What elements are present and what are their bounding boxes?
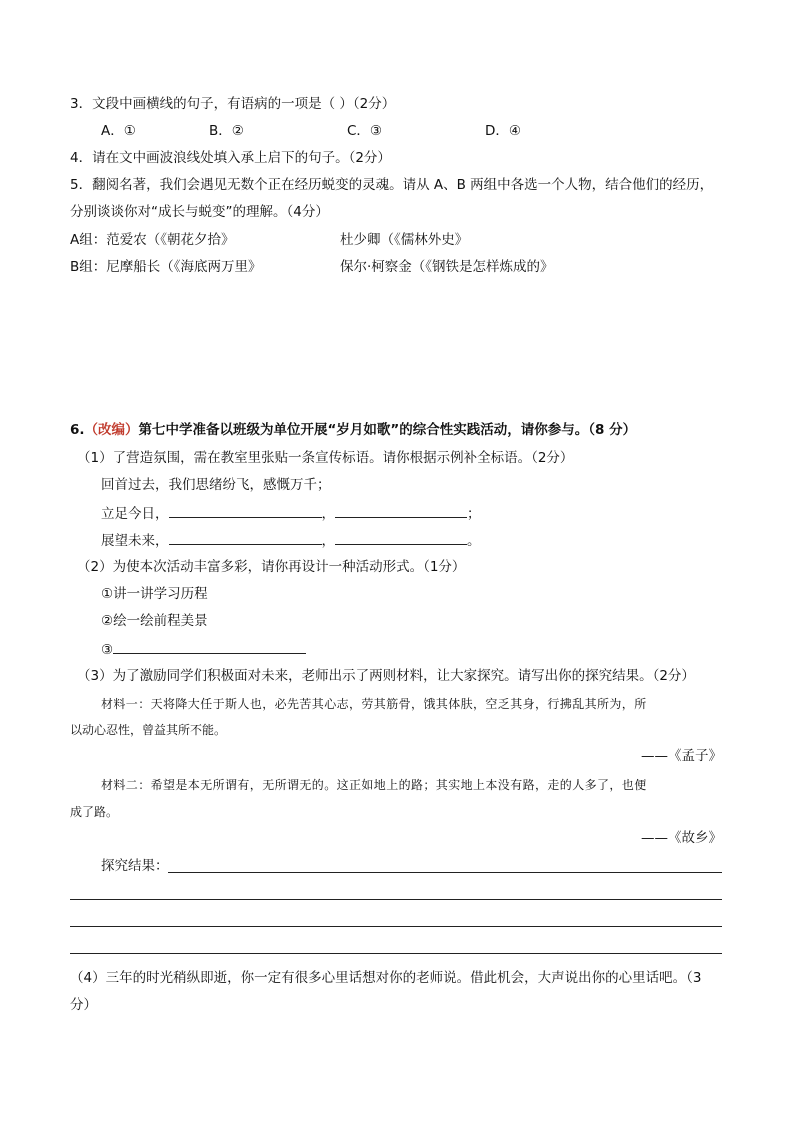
group-b-label: B组：尼摩船长（《海底两万里》 [70, 259, 262, 275]
slogan-blank-2[interactable] [335, 503, 467, 518]
answer-line-1[interactable] [168, 872, 722, 873]
answer-line-2[interactable] [70, 899, 722, 900]
answer-line-4[interactable] [70, 953, 722, 954]
slogan-blank-4[interactable] [335, 530, 467, 545]
question-6-title: 第七中学准备以班级为单位开展“岁月如歌”的综合性实践活动，请你参与。（8 分） [138, 422, 637, 438]
slogan-line-3-prefix: 展望未来， [101, 533, 169, 549]
question-5-line-2: 分别谈谈你对“成长与蜕变”的理解。（4分） [70, 204, 329, 220]
material-1-source: ——《孟子》 [641, 748, 722, 764]
q3-option-a: A．① [101, 123, 136, 139]
q3-option-c: C．③ [347, 123, 383, 139]
answer-label: 探究结果： [101, 858, 169, 874]
group-b-alt: 保尔·柯察金（《钢铁是怎样炼成的》 [340, 259, 554, 275]
part-1-prompt: （1）了营造氛围，需在教室里张贴一条宣传标语。请你根据示例补全标语。（2分） [77, 450, 574, 466]
question-5-line-1: 5．翻阅名著，我们会遇见无数个正在经历蜕变的灵魂。请从 A、B 两组中各选一个人物，结合他们的经历， [70, 177, 714, 193]
answer-line-3[interactable] [70, 926, 722, 927]
activity-item-2: ②绘一绘前程美景 [101, 613, 208, 629]
slogan-line-2 [101, 503, 481, 524]
question-3-text: 3．文段中画横线的句子，有语病的一项是（ ）（2分） [70, 96, 396, 112]
question-4-text: 4．请在文中画波浪线处填入承上启下的句子。（2分） [70, 150, 391, 166]
activity-blank[interactable] [113, 639, 306, 654]
q3-option-b: B．② [209, 123, 244, 139]
slogan-example: 回首过去，我们思绪纷飞，感慨万千； [101, 477, 331, 493]
material-2-source: ——《故乡》 [641, 830, 722, 846]
slogan-line-3-end: 。 [467, 533, 481, 549]
part-3-prompt: （3）为了激励同学们积极面对未来，老师出示了两则材料，让大家探究。请写出你的探究结果。（2分） [77, 668, 695, 684]
slogan-line-2-mid: ， [321, 506, 335, 522]
adapted-tag: （改编） [84, 422, 139, 438]
material-2-line-1: 材料二：希望是本无所谓有，无所谓无的。这正如地上的路；其实地上本没有路，走的人多了，也便 [101, 778, 647, 792]
part-2-prompt: （2）为使本次活动丰富多彩，请你再设计一种活动形式。（1分） [77, 559, 466, 575]
material-1-line-1: 材料一：天将降大任于斯人也，必先苦其心志，劳其筋骨，饿其体肤，空乏其身，行拂乱其所为，所 [101, 697, 647, 711]
part-4-line-1: （4）三年的时光稍纵即逝，你一定有很多心里话想对你的老师说。借此机会，大声说出你的心里话吧。（3 [70, 970, 702, 986]
slogan-blank-1[interactable] [169, 503, 322, 518]
material-1-line-2: 以动心忍性，曾益其所不能。 [70, 723, 227, 737]
slogan-line-3 [101, 530, 481, 551]
slogan-blank-3[interactable] [169, 530, 322, 545]
group-a-label: A组：范爱农（《朝花夕拾》 [70, 232, 235, 248]
question-6-number: 6. [70, 422, 85, 438]
q3-option-d: D．④ [485, 123, 521, 139]
part-4-line-2: 分） [70, 997, 97, 1013]
activity-item-1: ①讲一讲学习历程 [101, 586, 208, 602]
slogan-line-2-end: ； [467, 506, 481, 522]
question-6-heading [70, 420, 636, 440]
activity-item-3 [101, 639, 306, 660]
material-2-line-2: 成了路。 [70, 805, 119, 819]
group-a-alt: 杜少卿（《儒林外史》 [340, 232, 469, 248]
slogan-line-3-mid: ， [321, 533, 335, 549]
activity-item-3-marker: ③ [101, 642, 114, 658]
slogan-line-2-prefix: 立足今日， [101, 506, 169, 522]
